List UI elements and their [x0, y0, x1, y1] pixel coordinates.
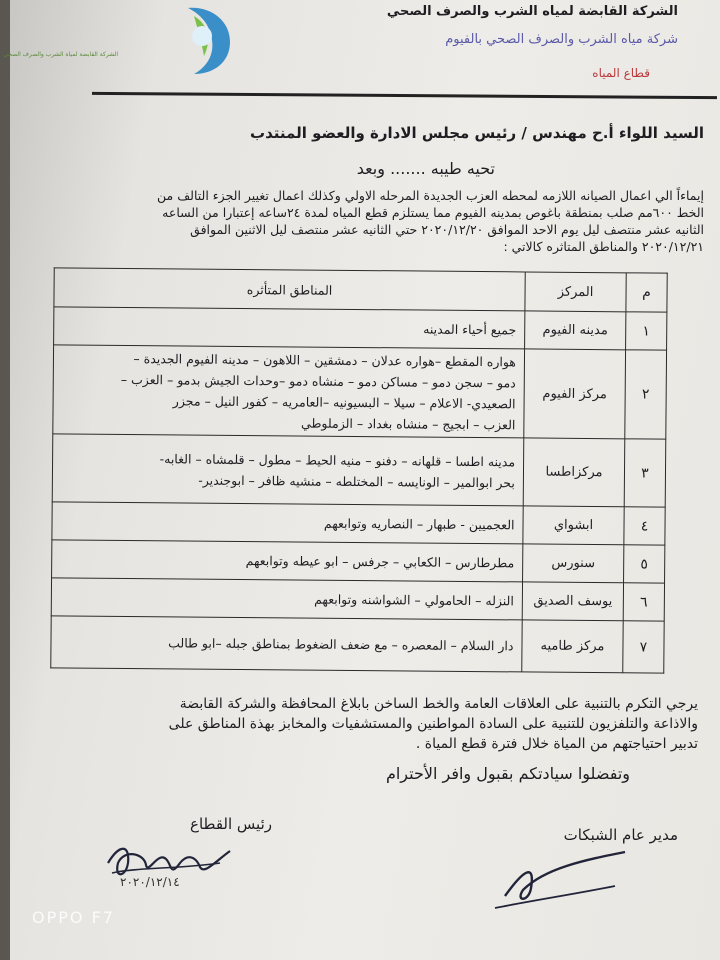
header-center: المركز: [525, 272, 626, 312]
sector-name: قطاع المياه: [592, 66, 650, 80]
sector-head-title: رئيس القطاع: [190, 815, 272, 833]
paragraph-line: الخط ٦٠٠مم صلب بمنطقة باغوص بمدينه الفيوم مما يستلزم قطع المياه لمدة ٢٤ساعه إعتبارا من الساعه: [162, 205, 704, 220]
row-areas: [52, 540, 523, 582]
paragraph-line: ٢٠٢٠/١٢/٢١ والمناطق المتاثره كالاتي :: [503, 239, 704, 254]
row-center: مركز طاميه: [522, 620, 623, 673]
row-number: ٦: [623, 583, 664, 621]
network-manager-title: مدير عام الشبكات: [563, 826, 678, 844]
table-header-row: [54, 268, 667, 312]
greeting: تحيه طيبه ....... وبعد: [356, 159, 495, 178]
signature-date: ٢٠٢٠/١٢/١٤: [120, 875, 180, 889]
row-number: ١: [626, 312, 667, 350]
row-areas: [51, 578, 522, 620]
paragraph-line: الثانيه عشر منتصف ليل يوم الاحد الموافق ٢٠٢٠/١٢/٢٠ حتي الثانيه عشر منتصف ليل الاثنين الموافق: [190, 222, 704, 237]
company-logo-icon: [3, 6, 238, 76]
area-line: العجميين - طبهار – النصاريه وتوابعهم: [323, 515, 515, 533]
row-center: مدينه الفيوم: [525, 311, 626, 350]
document-page: [3, 0, 720, 960]
row-center: يوسف الصديق: [522, 582, 623, 621]
row-areas: [54, 307, 525, 349]
table-row: [52, 502, 665, 545]
closing-line: والاذاعة والتلفزيون للتنبية على السادة المواطنين والمستشفيات والمخابز بهذة المناطق على: [168, 716, 698, 732]
area-line: جميع أحياء المدينه: [423, 321, 517, 338]
table-row: [53, 345, 667, 439]
row-number: ٣: [624, 439, 666, 507]
row-areas: [52, 502, 523, 544]
closing-line: يرجي التكرم بالتنبية على العلاقات العامة والخط الساخن بابلاغ المحافظة والشركة القابضة: [179, 696, 698, 712]
camera-watermark: OPPO F7: [32, 908, 115, 927]
area-line: مطرطارس – الكعابي – جرفس – ابو عيطه وتوابعهم: [245, 553, 515, 571]
row-center: سنورس: [523, 544, 624, 583]
row-number: ٢: [625, 350, 667, 439]
area-line: دار السلام – المعصره – مع ضعف الضغوط بمناطق جبله –ابو طالب: [168, 635, 514, 654]
row-center: مركز الفيوم: [524, 349, 626, 439]
area-line: النزله – الحامولي – الشواشنه وتوابعهم: [314, 591, 514, 609]
table-row: [51, 616, 664, 673]
area-line: العزب – ابجيج – منشاه بغداد – الزملوطي: [301, 415, 516, 433]
row-areas: [51, 616, 522, 672]
header-num: م: [626, 273, 667, 312]
paragraph-line: إيماءاً الي اعمال الصيانه اللازمه لمحطه العزب الجديدة المرحله الاولي وكذلك اعمال تغيير الجزء التالف من: [157, 188, 704, 203]
table-row: [52, 434, 666, 507]
row-areas: [53, 345, 525, 438]
row-center: مركزاطسا: [523, 438, 625, 507]
header-divider: [92, 92, 717, 99]
network-manager-signature-icon: [475, 838, 635, 918]
addressee: السيد اللواء أ.ح مهندس / رئيس مجلس الادارة والعضو المنتدب: [250, 124, 704, 142]
logo-caption: الشركة القابضة لمياه الشرب والصرف الصحي: [3, 51, 118, 58]
area-line: بحر ابوالمير – الونايسه – المختلطه – منشيه ظافر – ابوجندير-: [198, 472, 515, 490]
row-center: ابشواي: [523, 506, 624, 545]
closing-line: تدبير احتياجتهم من المياة خلال فترة قطع المياة .: [415, 736, 698, 752]
table-row: [52, 540, 665, 583]
area-line: دمو – سجن دمو – مساكن دمو – منشاه دمو –وحدات الجيش بدمو – العزب –: [120, 371, 516, 391]
row-number: ٤: [624, 507, 665, 545]
holding-company-name: الشركة القابضة لمياه الشرب والصرف الصحي: [386, 4, 678, 19]
table-row: [51, 578, 664, 621]
header-areas: المناطق المتأثره: [54, 268, 525, 311]
area-line: مدينه اطسا – قلهانه – دفنو – منيه الحيط – مطول – قلمشاه – الغابه-: [159, 450, 516, 469]
row-number: ٧: [623, 621, 664, 673]
closing-respect: وتفضلوا سيادتكم بقبول وافر الأحترام: [385, 764, 630, 783]
area-line: الصعيدي- الاعلام – سيلا – البسيونيه –العامريه – كفور النيل – مجزر: [172, 393, 516, 412]
table-row: [54, 307, 667, 350]
fayoum-company-name: شركة مياه الشرب والصرف الصحي بالفيوم: [445, 32, 678, 47]
area-line: هواره المقطع –هواره عدلان – دمشقين – اللاهون – مدينه الفيوم الجديدة –: [133, 351, 517, 370]
affected-areas-table: [50, 267, 667, 673]
row-number: ٥: [624, 545, 665, 583]
row-areas: [52, 434, 524, 506]
